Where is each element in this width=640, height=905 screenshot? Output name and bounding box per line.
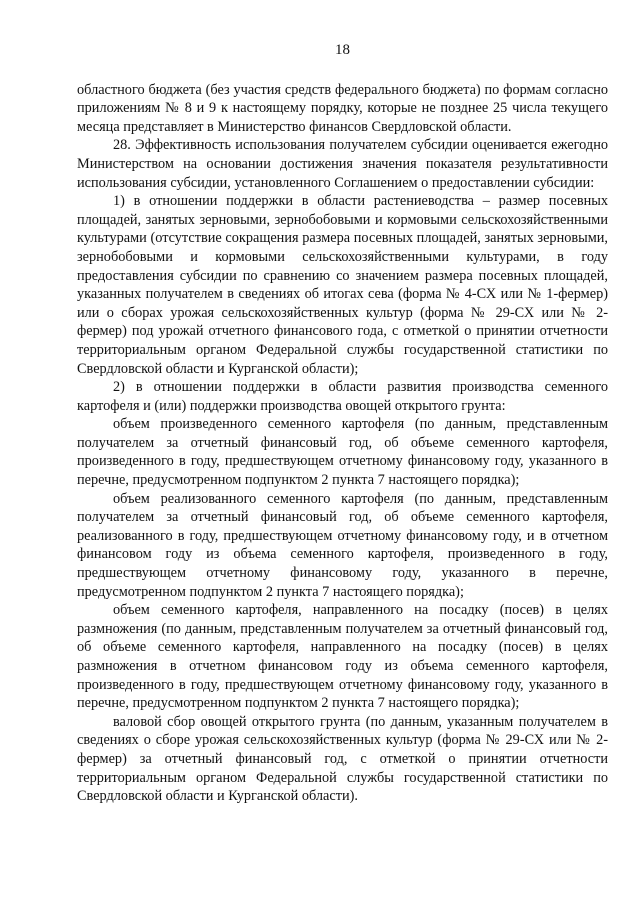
document-page [77, 41, 608, 806]
paragraph-subitem-1: 1) в отношении поддержки в области растениеводства – размер посевных площадей, занятых зерновыми, зернобобовыми и кормовыми сельскохозяйственными культурами (отсутствие сокращения размера посевных площадей, занятых зерновыми, зернобобовыми и кормовыми сельскохозяйственными культурами, в году предоставления субсидии по сравнению со значением размера посевных площадей, указанных получателем в сведениях об итогах сева (форма № 4-СХ или № 1-фермер) или о сборах урожая сельскохозяйственных культур (форма № 29-СХ или № 2-фермер) под урожай отчетного финансового года, с отметкой о принятии отчетности территориальным органом Федеральной службы государственной статистики по Свердловской области и Курганской области); [77, 193, 608, 377]
paragraph-planted-seed-potato: объем семенного картофеля, направленного на посадку (посев) в целях размножения (по данным, представленным получателем за отчетный финансовый год, об объеме семенного картофеля, направленного на посадку (посев) в целях размножения в отчетном финансовом году из объема семенного картофеля, произведенного в году, предшествующем отчетному финансовому году, указанного в перечне, предусмотренном подпунктом 2 пункта 7 настоящего порядка); [77, 602, 608, 712]
paragraph-subitem-2: 2) в отношении поддержки в области развития производства семенного картофеля и (или) поддержки производства овощей открытого грунта: [77, 379, 608, 414]
paragraph-item-28: 28. Эффективность использования получателем субсидии оценивается ежегодно Министерством на основании достижения значения показателя результативности использования субсидии, установленного Соглашением о предоставлении субсидии: [77, 137, 608, 191]
page-number: 18 [335, 42, 350, 58]
paragraph-continuation: областного бюджета (без участия средств федерального бюджета) по формам согласно приложениям № 8 и 9 к настоящему порядку, которые не позднее 25 числа текущего месяца представляет в Министерство финансов Свердловской области. [77, 81, 608, 135]
paragraph-produced-seed-potato: объем произведенного семенного картофеля (по данным, представленным получателем за отчетный финансовый год, об объеме семенного картофеля, произведенного в году, предшествующем отчетному финансовому году, указанного в перечне, предусмотренном подпунктом 2 пункта 7 настоящего порядка); [77, 416, 608, 489]
paragraph-sold-seed-potato: объем реализованного семенного картофеля (по данным, представленным получателем за отчетный финансовый год, об объеме семенного картофеля, реализованного в году, предшествующем отчетному финансовому году, и в отчетном финансовом году из объема семенного картофеля, произведенного в году, предшествующем отчетному финансовому году, указанного в перечне, предусмотренном подпунктом 2 пункта 7 настоящего порядка); [77, 490, 608, 600]
paragraph-vegetable-harvest: валовой сбор овощей открытого грунта (по данным, указанным получателем в сведениях о сборе урожая сельскохозяйственных культур (форма № 29-СХ или № 2-фермер) за отчетный финансовый год, с отметкой о принятии отчетности территориальным органом Федеральной службы государственной статистики по Свердловской области и Курганской области). [77, 713, 608, 805]
